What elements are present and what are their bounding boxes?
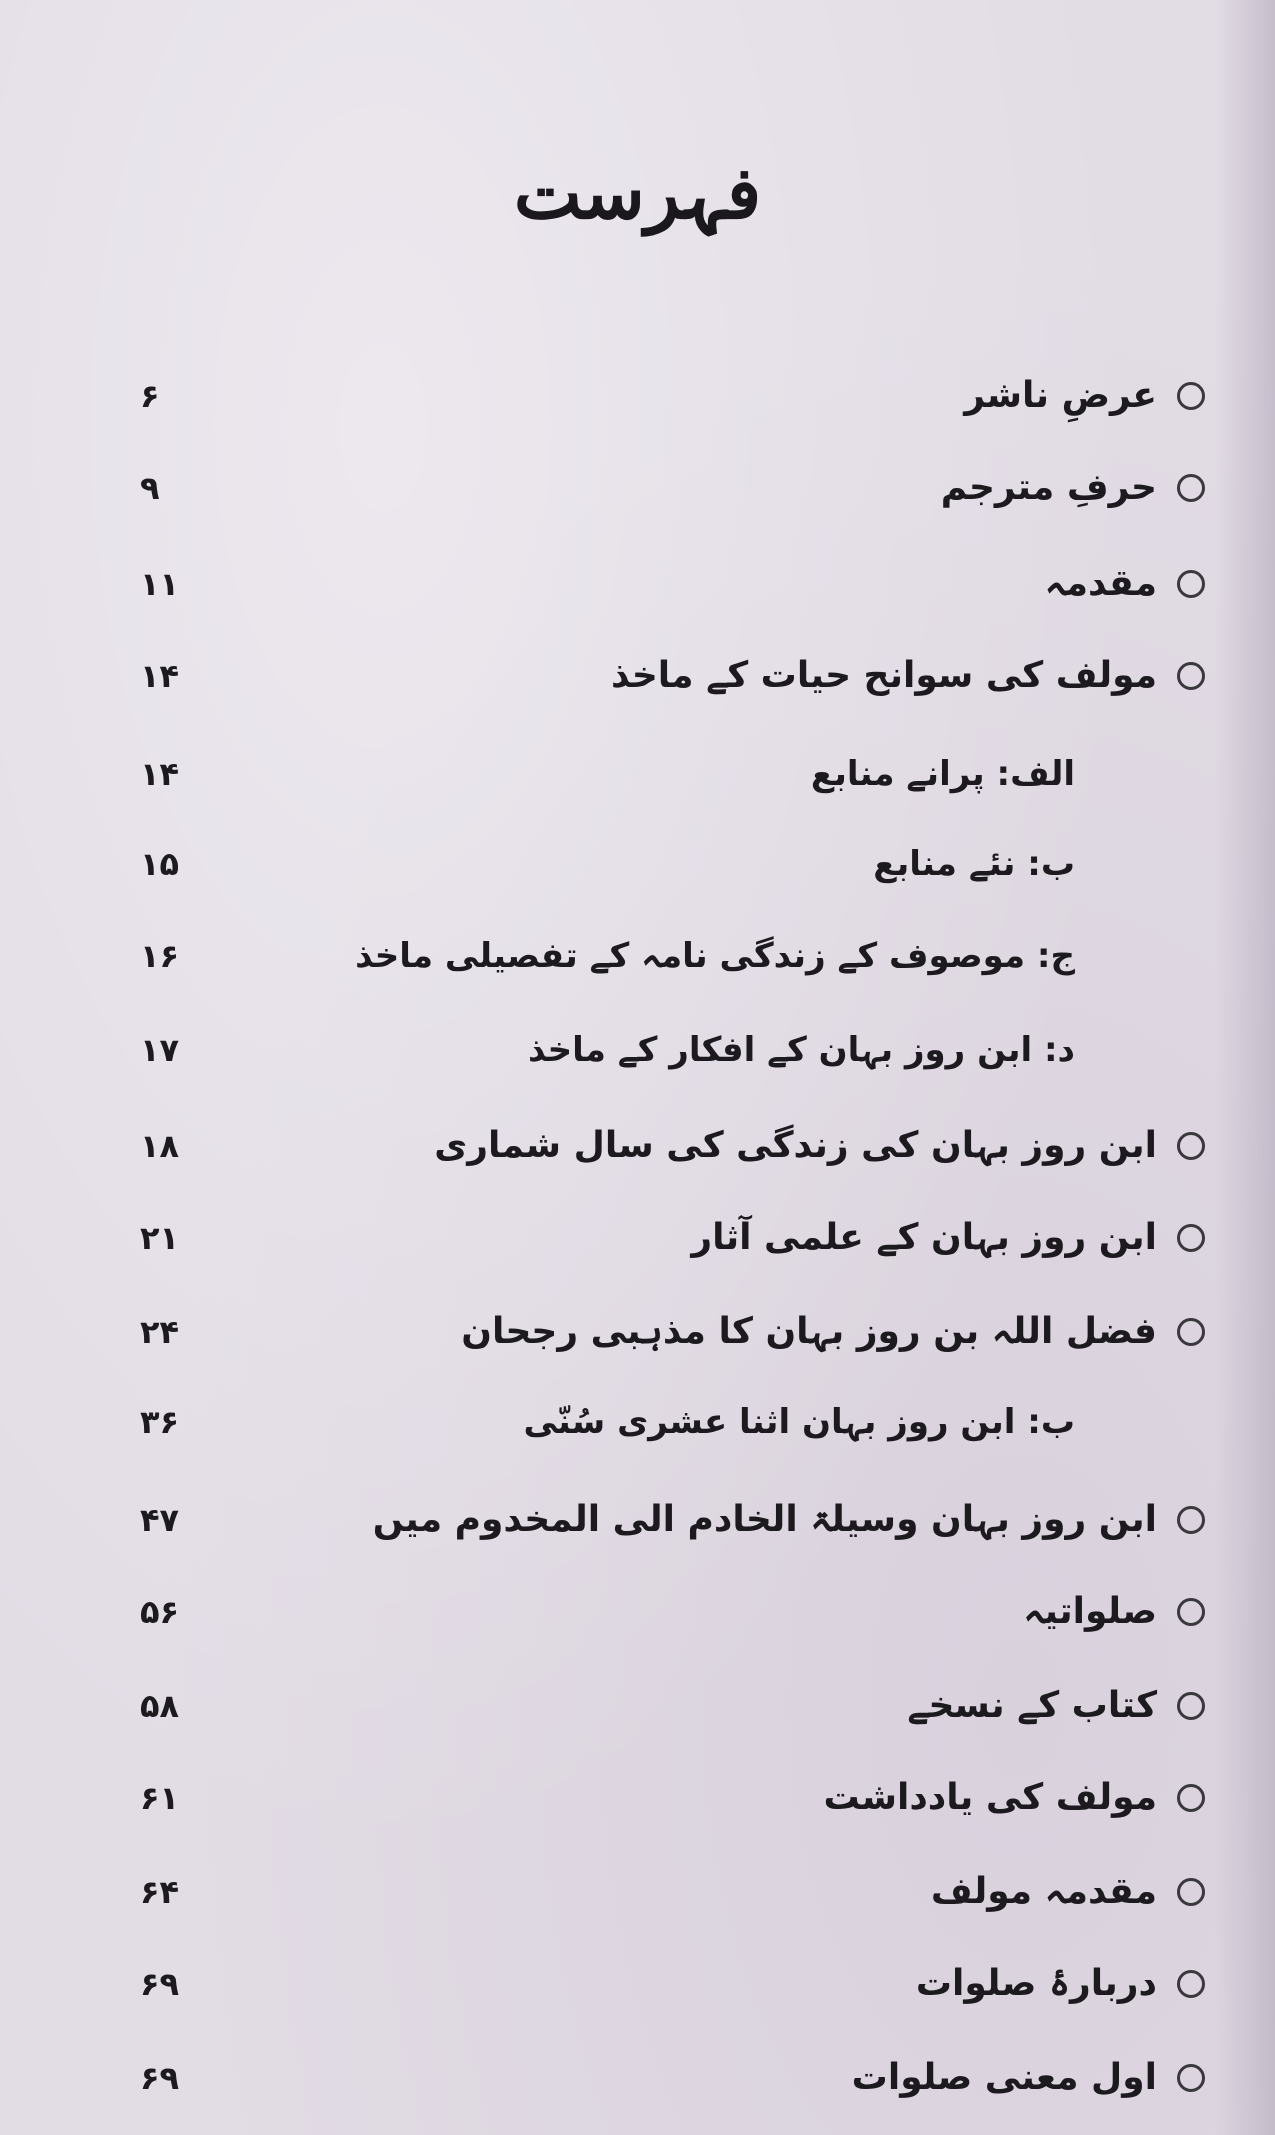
circle-bullet-icon bbox=[1177, 382, 1205, 410]
toc-entry bbox=[0, 1306, 1275, 1366]
toc-entry-page-number: ۹ bbox=[140, 469, 160, 507]
toc-entry bbox=[0, 1866, 1275, 1926]
toc-entry-label: مقدمہ bbox=[1044, 563, 1157, 604]
circle-bullet-icon bbox=[1177, 1878, 1205, 1906]
toc-entry-label: کتاب کے نسخے bbox=[907, 1685, 1157, 1726]
toc-entry-page-number: ۱۴ bbox=[140, 657, 180, 695]
circle-bullet-icon bbox=[1177, 1506, 1205, 1534]
toc-entry bbox=[0, 1772, 1275, 1832]
toc-entry-label: ابن روز بہان کی زندگی کی سال شماری bbox=[434, 1125, 1157, 1166]
toc-entry bbox=[0, 1494, 1275, 1554]
circle-bullet-icon bbox=[1177, 1784, 1205, 1812]
toc-entry bbox=[0, 1680, 1275, 1740]
toc-entry-page-number: ۱۶ bbox=[140, 937, 180, 975]
circle-bullet-icon bbox=[1177, 662, 1205, 690]
circle-bullet-icon bbox=[1177, 1318, 1205, 1346]
toc-entry-label: اول معنی صلوات bbox=[851, 2057, 1157, 2098]
toc-entry bbox=[0, 1586, 1275, 1646]
toc-entry-label: عرضِ ناشر bbox=[964, 375, 1157, 416]
toc-entry-page-number: ۱۴ bbox=[140, 755, 180, 793]
circle-bullet-icon bbox=[1177, 1224, 1205, 1252]
toc-entry bbox=[0, 1024, 1275, 1084]
toc-entry-page-number: ۱۵ bbox=[140, 845, 180, 883]
circle-bullet-icon bbox=[1177, 1598, 1205, 1626]
toc-entry-page-number: ۶۴ bbox=[140, 1873, 180, 1911]
toc-entry-label: مولف کی سوانح حیات کے ماخذ bbox=[611, 655, 1157, 696]
toc-entry-page-number: ۲۱ bbox=[140, 1219, 180, 1257]
toc-entry-label: صلواتیہ bbox=[1023, 1591, 1157, 1632]
toc-entry-page-number: ۱۱ bbox=[140, 565, 180, 603]
toc-entry-label: د: ابن روز بہان کے افکار کے ماخذ bbox=[527, 1030, 1075, 1070]
toc-entry-page-number: ۳۶ bbox=[140, 1403, 180, 1441]
toc-entry-label: ج: موصوف کے زندگی نامہ کے تفصیلی ماخذ bbox=[355, 936, 1075, 976]
toc-entry-page-number: ۶۱ bbox=[140, 1779, 180, 1817]
toc-entry-page-number: ۴۷ bbox=[140, 1501, 180, 1539]
circle-bullet-icon bbox=[1177, 1970, 1205, 1998]
toc-entry bbox=[0, 650, 1275, 710]
toc-entry-label: فضل اللہ بن روز بہان کا مذہبی رجحان bbox=[461, 1311, 1157, 1352]
toc-entry bbox=[0, 930, 1275, 990]
page-title: فہرست bbox=[513, 150, 762, 235]
circle-bullet-icon bbox=[1177, 1692, 1205, 1720]
toc-entry bbox=[0, 370, 1275, 430]
toc-entry-label: ب: ابن روز بہان اثنا عشری سُنّی bbox=[523, 1402, 1075, 1442]
toc-entry bbox=[0, 748, 1275, 808]
toc-entry-page-number: ۵۸ bbox=[140, 1687, 180, 1725]
toc-entry bbox=[0, 1396, 1275, 1456]
toc-entry-label: دربارۂ صلوات bbox=[915, 1963, 1157, 2004]
toc-entry-page-number: ۱۷ bbox=[140, 1031, 180, 1069]
toc-entry-page-number: ۲۴ bbox=[140, 1313, 180, 1351]
toc-entry bbox=[0, 462, 1275, 522]
toc-entry-page-number: ۶۹ bbox=[140, 2059, 180, 2097]
toc-entry-page-number: ۵۶ bbox=[140, 1593, 180, 1631]
toc-entry bbox=[0, 1958, 1275, 2018]
toc-entry-label: حرفِ مترجم bbox=[940, 467, 1157, 508]
circle-bullet-icon bbox=[1177, 2064, 1205, 2092]
circle-bullet-icon bbox=[1177, 1132, 1205, 1160]
toc-entry-page-number: ۱۸ bbox=[140, 1127, 180, 1165]
toc-entry-label: الف: پرانے منابع bbox=[810, 754, 1075, 794]
toc-entry-label: ابن روز بہان کے علمی آثار bbox=[691, 1217, 1157, 1258]
toc-entry-page-number: ۶ bbox=[140, 377, 160, 415]
toc-entry bbox=[0, 558, 1275, 618]
toc-entry bbox=[0, 2052, 1275, 2112]
toc-entry bbox=[0, 1212, 1275, 1272]
toc-entry-label: ب: نئے منابع bbox=[873, 844, 1075, 884]
toc-entry-label: مولف کی یادداشت bbox=[823, 1777, 1157, 1818]
toc-entry-label: مقدمہ مولف bbox=[930, 1871, 1157, 1912]
toc-entry-label: ابن روز بہان وسیلۃ الخادم الی المخدوم میں bbox=[372, 1499, 1157, 1540]
toc-entry-page-number: ۶۹ bbox=[140, 1965, 180, 2003]
toc-entry bbox=[0, 1120, 1275, 1180]
circle-bullet-icon bbox=[1177, 474, 1205, 502]
circle-bullet-icon bbox=[1177, 570, 1205, 598]
toc-entry bbox=[0, 838, 1275, 898]
